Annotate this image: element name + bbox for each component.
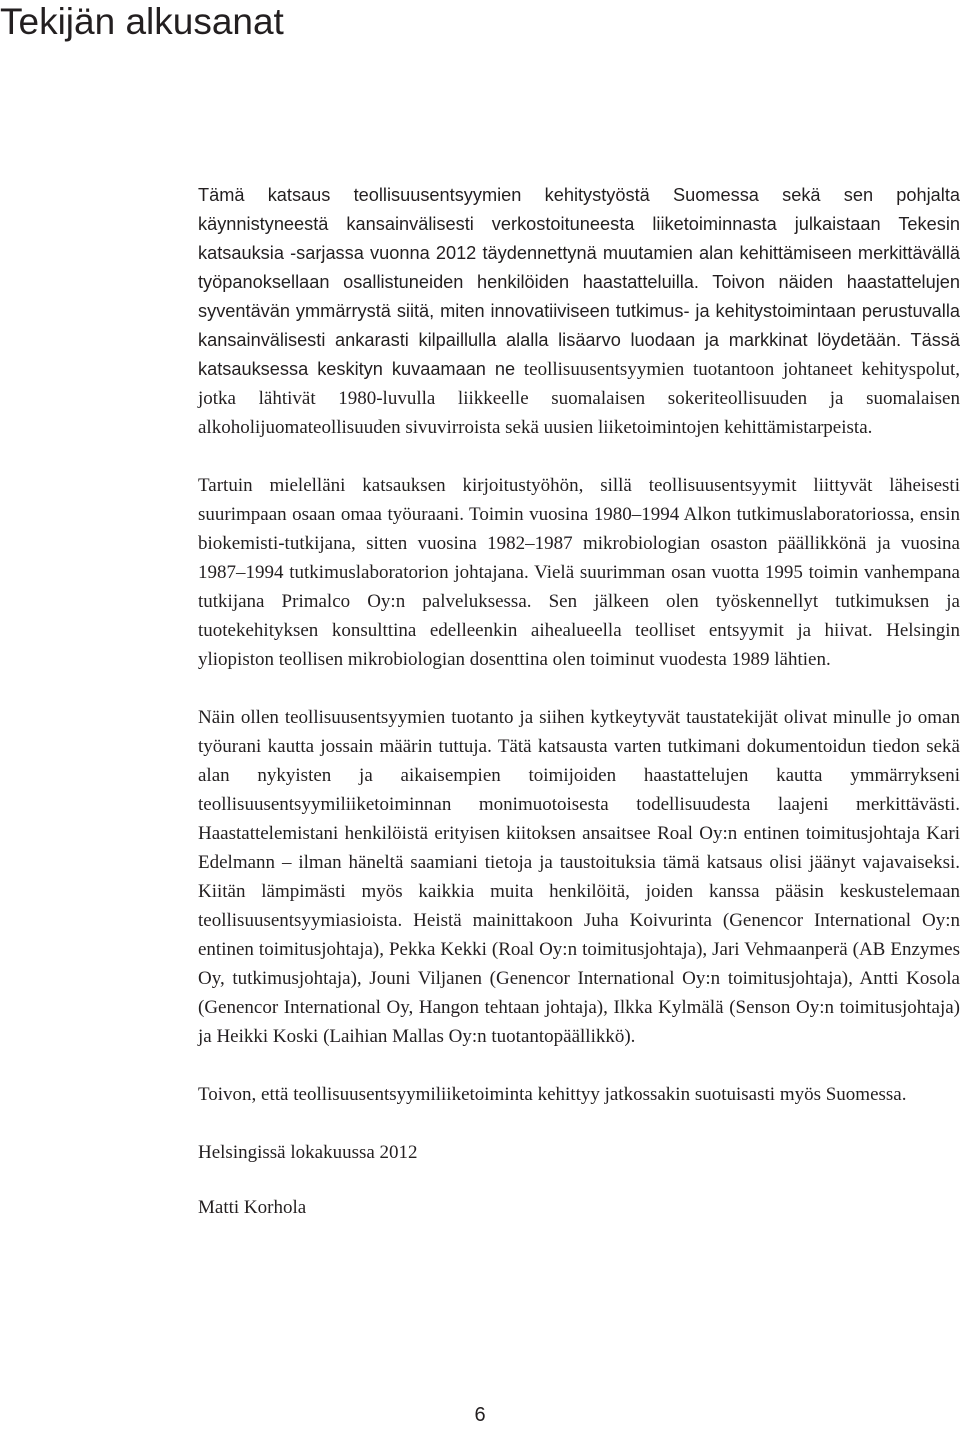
paragraph-career: Tartuin mielelläni katsauksen kirjoitustyöhön, sillä teollisuusentsyymit liittyvät läheisesti suurimpaan osaan omaa työuraani. Toimin vuosina 1980–1994 Alkon tutkimuslaboratoriossa, ensin biokemisti-tutkijana, sitten vuosina 1982–1987 mikrobiologian osaston päällikkönä ja vuosina 1987–1994 tutkimuslaboratorion johtajana. Vielä suurimman osan vuotta 1995 toimin vanhempana tutkijana Primalco Oy:n palveluksessa. Sen jälkeen olen työskennellyt tutkimuksen ja tuotekehityksen konsulttina edelleenkin aihealueella teolliset entsyymit ja hiivat. Helsingin yliopiston teollisen mikrobiologian dosenttina olen toiminut vuodesta 1989 lähtien. <box>198 475 960 670</box>
paragraph-intro-sans-part: Tämä katsaus teollisuusentsyymien kehitystyöstä Suomessa sekä sen pohjalta käynnistyneestä kansainvälisesti verkostoituneesta liiketoiminnasta julkaistaan Tekesin katsauksia -sarjassa vuonna 2012 täydennettynä muutamien alan kehittämiseen merkittävällä työpanoksellaan osallistuneiden henkilöiden haastatteluilla. Toivon näiden haastattelujen syventävän ymmärrystä siitä, miten innovatiiviseen tutkimus- ja kehitystoimintaan perustuvalla kansainvälisesti ankarasti kilpaillulla alalla lisäarvo luodaan ja markkinat löydetään. Tässä katsauksessa keskityn kuvaamaan ne <box>198 185 960 379</box>
paragraph-intro <box>198 181 960 442</box>
paragraph-closing: Toivon, että teollisuusentsyymiliiketoiminta kehittyy jatkossakin suotuisasti myös Suomessa. <box>198 1084 907 1105</box>
body-text <box>198 181 960 1222</box>
page-number: 6 <box>474 1404 486 1426</box>
signature: Matti Korhola <box>198 1197 307 1218</box>
place-date: Helsingissä lokakuussa 2012 <box>198 1142 418 1163</box>
paragraph-intro-serif-part: teollisuusentsyymien tuotantoon johtaneet kehityspolut, jotka lähtivät 1980-luvulla liikkeelle suomalaisen sokeriteollisuuden ja suomalaisen alkoholijuomateollisuuden sivuvirroista sekä uusien liiketoimintojen kehittämistarpeista. <box>198 359 960 438</box>
page-title: Tekijän alkusanat <box>0 1 284 42</box>
paragraph-acknowledgements: Näin ollen teollisuusentsyymien tuotanto ja siihen kytkeytyvät taustatekijät olivat minulle jo oman työurani kautta jossain määrin tuttuja. Tätä katsausta varten tutkimani dokumentoidun tiedon sekä alan nykyisten ja aikaisempien toimijoiden haastattelujen kautta ymmärrykseni teollisuusentsyymiliiketoiminnan monimuotoisesta todellisuudesta laajeni merkittävästi. Haastattelemistani henkilöistä erityisen kiitoksen ansaitsee Roal Oy:n entinen toimitusjohtaja Kari Edelmann – ilman häneltä saamiani tietoja ja taustoituksia tämä katsaus olisi jäänyt vajavaiseksi. Kiitän lämpimästi myös kaikkia muita henkilöitä, joiden kanssa pääsin keskustelemaan teollisuusentsyymiasioista. Heistä mainittakoon Juha Koivurinta (Genencor International Oy:n entinen toimitusjohtaja), Pekka Kekki (Roal Oy:n toimitusjohtaja), Jari Vehmaanperä (AB Enzymes Oy, tutkimusjohtaja), Jouni Viljanen (Genencor International Oy:n toimitusjohtaja), Antti Kosola (Genencor International Oy, Hangon tehtaan johtaja), Ilkka Kylmälä (Senson Oy:n toimitusjohtaja) ja Heikki Koski (Laihian Mallas Oy:n tuotantopäällikkö). <box>198 707 960 1047</box>
